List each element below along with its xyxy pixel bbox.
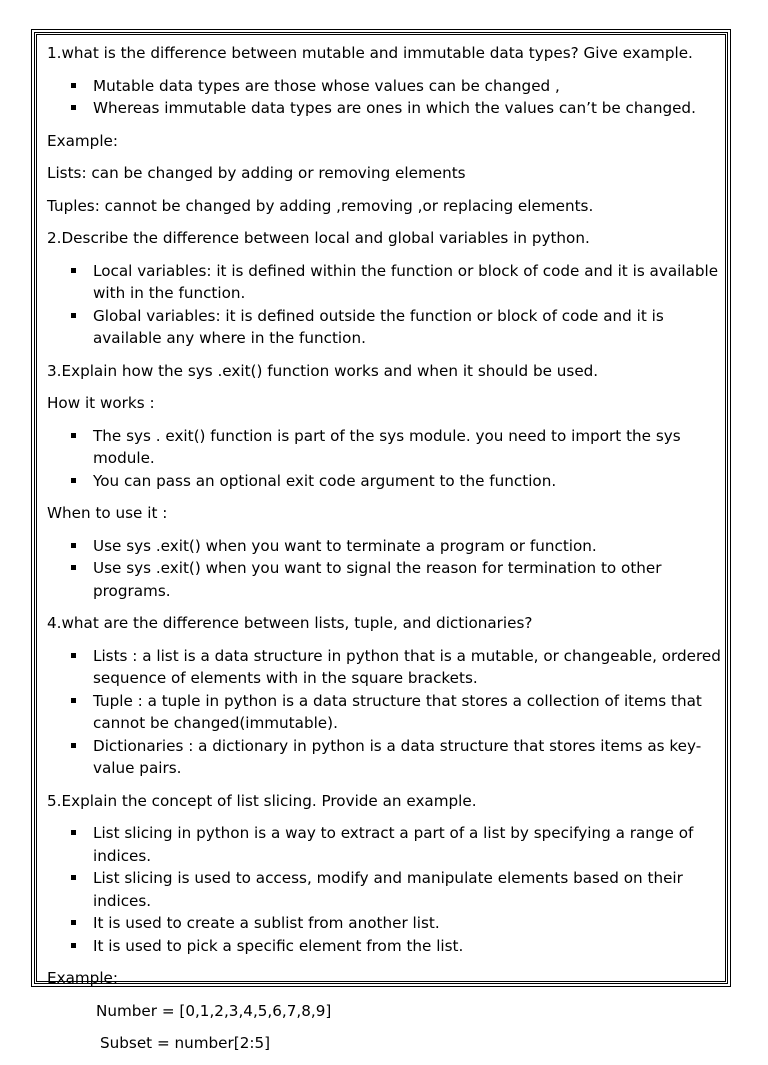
bullet-text: List slicing is used to access, modify and manipulate elements based on their indices. bbox=[93, 869, 683, 910]
bullet-square-icon bbox=[71, 83, 76, 88]
bullet-square-icon bbox=[71, 543, 76, 548]
bullet-item bbox=[47, 97, 723, 120]
question-1: 1.what is the difference between mutable and immutable data types? Give example. bbox=[47, 44, 693, 62]
document-body bbox=[47, 42, 723, 1065]
question-5: 5.Explain the concept of list slicing. Provide an example. bbox=[47, 791, 477, 810]
bullet-text: It is used to create a sublist from another list. bbox=[93, 914, 440, 932]
example-label: Example: bbox=[47, 969, 119, 987]
bullet-text: Use sys .exit() when you want to terminate a program or function. bbox=[93, 536, 597, 555]
bullet-item bbox=[47, 260, 723, 305]
bullet-text: Lists : a list is a data structure in python that is a mutable, or changeable, ordered sequence of elements with in the square brackets. bbox=[93, 646, 721, 687]
bullet-list bbox=[47, 535, 723, 603]
bullet-square-icon bbox=[71, 653, 76, 658]
bullet-text: Tuple : a tuple in python is a data structure that stores a collection of items that cannot be changed(immutable). bbox=[93, 691, 702, 732]
bullet-item bbox=[47, 822, 723, 867]
bullet-item bbox=[47, 535, 723, 558]
bullet-text: Global variables: it is defined outside the function or block of code and it is available any where in the function. bbox=[93, 306, 664, 347]
bullet-square-icon bbox=[71, 698, 76, 703]
bullet-list bbox=[47, 425, 723, 493]
bullet-text: Local variables: it is defined within the function or block of code and it is available with in the function. bbox=[93, 261, 719, 302]
bullet-list bbox=[47, 822, 723, 957]
bullet-square-icon bbox=[71, 478, 76, 483]
bullet-item bbox=[47, 557, 723, 602]
bullet-text: List slicing in python is a way to extract a part of a list by specifying a range of indices. bbox=[93, 824, 694, 865]
bullet-text: Use sys .exit() when you want to signal the reason for termination to other programs. bbox=[93, 559, 662, 600]
tuples-note: Tuples: cannot be changed by adding ,removing ,or replacing elements. bbox=[47, 196, 594, 215]
bullet-square-icon bbox=[71, 565, 76, 570]
bullet-item bbox=[47, 425, 723, 470]
bullet-square-icon bbox=[71, 105, 76, 110]
bullet-text: Mutable data types are those whose values can be changed , bbox=[93, 76, 560, 95]
how-it-works-label: How it works : bbox=[47, 394, 155, 412]
bullet-item bbox=[47, 470, 723, 493]
bullet-item bbox=[47, 735, 723, 780]
question-2: 2.Describe the difference between local and global variables in python. bbox=[47, 229, 590, 247]
bullet-item bbox=[47, 645, 723, 690]
when-to-use-label: When to use it : bbox=[47, 504, 168, 522]
lists-note: Lists: can be changed by adding or removing elements bbox=[47, 164, 466, 182]
bullet-square-icon bbox=[71, 920, 76, 925]
question-3: 3.Explain how the sys .exit() function works and when it should be used. bbox=[47, 361, 599, 380]
code-line: Subset = number[2:5] bbox=[100, 1034, 271, 1052]
bullet-text: Dictionaries : a dictionary in python is a data structure that stores items as key-value pairs. bbox=[93, 736, 702, 777]
bullet-square-icon bbox=[71, 313, 76, 318]
bullet-square-icon bbox=[71, 433, 76, 438]
bullet-item bbox=[47, 690, 723, 735]
bullet-square-icon bbox=[71, 943, 76, 948]
bullet-list bbox=[47, 645, 723, 780]
bullet-text: You can pass an optional exit code argument to the function. bbox=[93, 471, 557, 490]
bullet-square-icon bbox=[71, 830, 76, 835]
bullet-item bbox=[47, 305, 723, 350]
bullet-square-icon bbox=[71, 268, 76, 273]
bullet-text: It is used to pick a specific element from the list. bbox=[93, 936, 464, 955]
bullet-square-icon bbox=[71, 743, 76, 748]
question-4: 4.what are the difference between lists, tuple, and dictionaries? bbox=[47, 614, 533, 632]
bullet-item bbox=[47, 912, 723, 935]
bullet-text: Whereas immutable data types are ones in which the values can’t be changed. bbox=[93, 99, 696, 117]
bullet-item bbox=[47, 75, 723, 98]
bullet-text: The sys . exit() function is part of the sys module. you need to import the sys module. bbox=[93, 426, 681, 467]
code-line: Number = [0,1,2,3,4,5,6,7,8,9] bbox=[96, 1001, 332, 1020]
example-label: Example: bbox=[47, 131, 119, 150]
bullet-item bbox=[47, 935, 723, 958]
bullet-square-icon bbox=[71, 875, 76, 880]
bullet-list bbox=[47, 260, 723, 350]
bullet-list bbox=[47, 75, 723, 120]
bullet-item bbox=[47, 867, 723, 912]
